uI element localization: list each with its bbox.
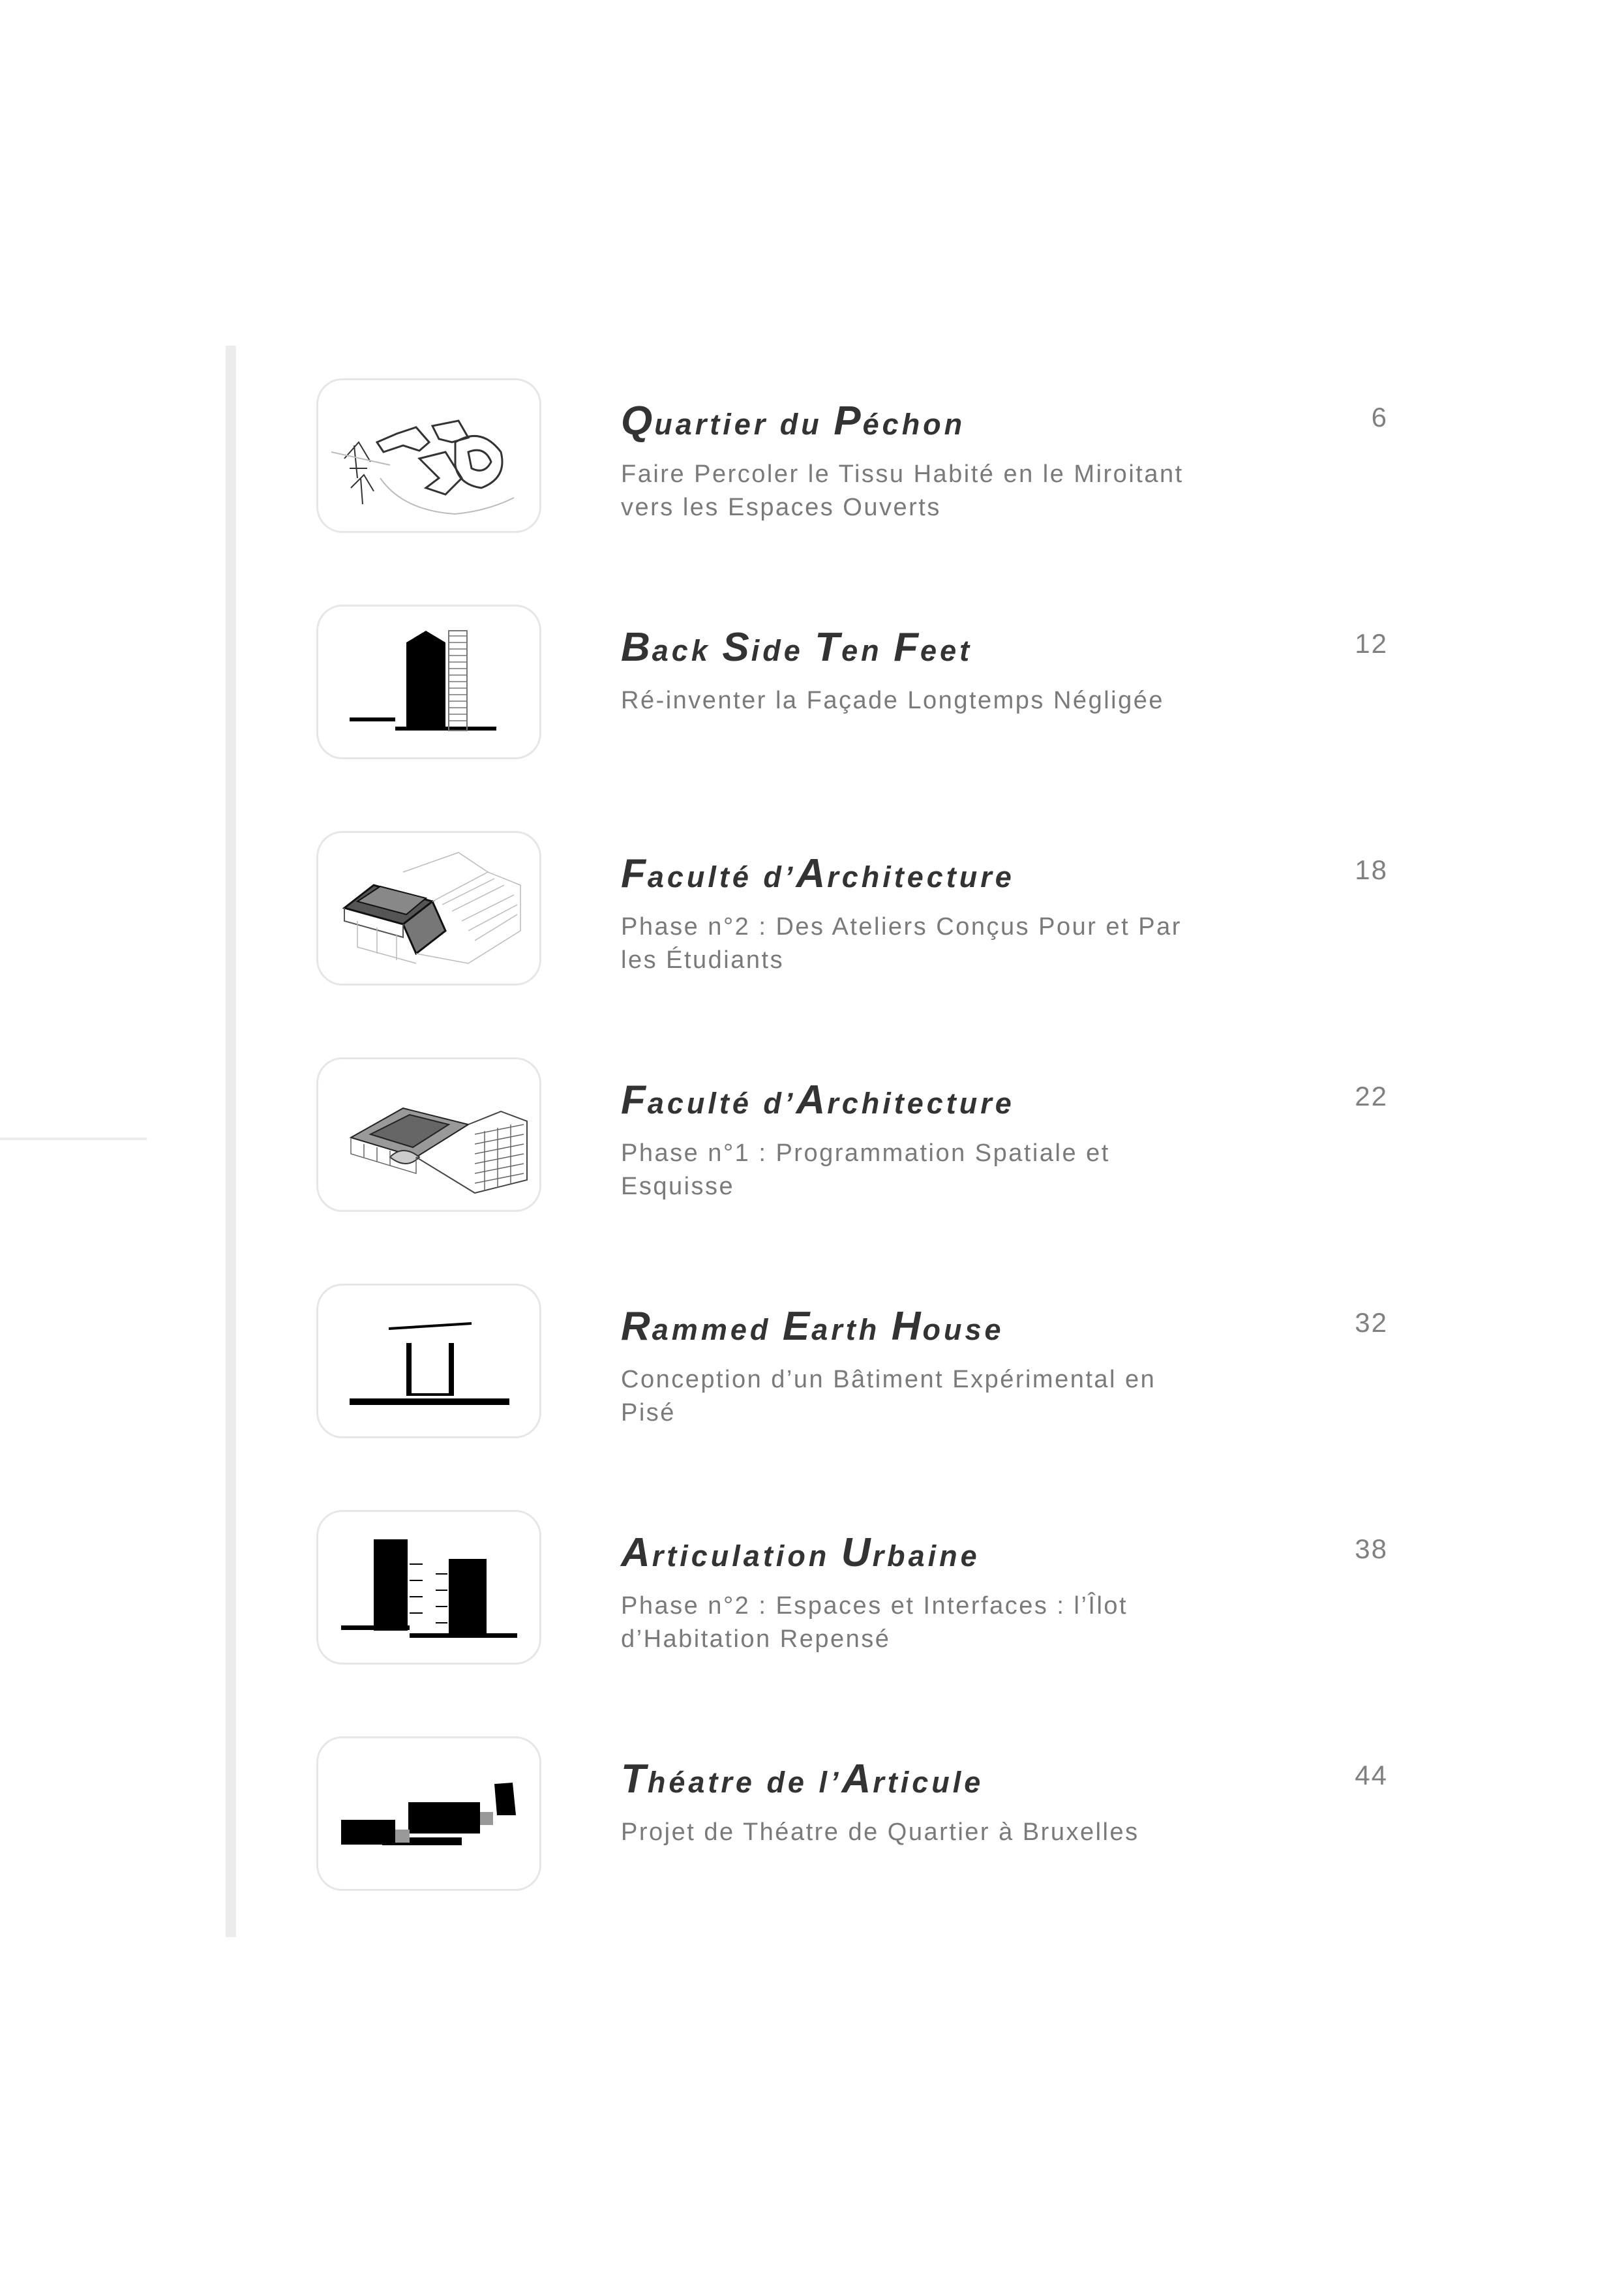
toc-entry[interactable] bbox=[0, 378, 1624, 541]
page-number: 32 bbox=[1355, 1307, 1388, 1338]
axonometric-thumbnail bbox=[316, 1057, 541, 1212]
entry-subtitle: Faire Percoler le Tissu Habité en le Miroitant vers les Espaces Ouverts bbox=[621, 460, 1184, 521]
axonometric-thumbnail bbox=[316, 831, 541, 986]
page-number: 22 bbox=[1355, 1081, 1388, 1111]
section-thumbnail bbox=[316, 1284, 541, 1438]
entry-title: Théatre de l’Articule bbox=[621, 1757, 984, 1802]
page-number: 18 bbox=[1355, 854, 1388, 885]
toc-entry[interactable] bbox=[0, 1510, 1624, 1673]
toc-entry[interactable] bbox=[0, 831, 1624, 994]
entry-subtitle: Projet de Théatre de Quartier à Bruxelles bbox=[621, 1819, 1139, 1846]
toc-entry[interactable] bbox=[0, 605, 1624, 768]
entry-subtitle: Ré-inventer la Façade Longtemps Négligée bbox=[621, 687, 1164, 714]
entry-subtitle: Conception d’un Bâtiment Expérimental en Pisé bbox=[621, 1366, 1156, 1426]
section-elevation-thumbnail bbox=[316, 605, 541, 759]
entry-subtitle: Phase n°1 : Programmation Spatiale et Esquisse bbox=[621, 1139, 1110, 1200]
page-number: 38 bbox=[1355, 1533, 1388, 1564]
toc-entry[interactable] bbox=[0, 1736, 1624, 1899]
entry-title: Rammed Earth House bbox=[621, 1304, 1004, 1349]
section-thumbnail bbox=[316, 1510, 541, 1665]
page-number: 44 bbox=[1355, 1760, 1388, 1790]
entry-title: Faculté d’Architecture bbox=[621, 851, 1015, 896]
site-plan-thumbnail bbox=[316, 378, 541, 533]
entry-title: Articulation Urbaine bbox=[621, 1530, 980, 1575]
page-number: 12 bbox=[1355, 628, 1388, 659]
entry-title: Quartier du Péchon bbox=[621, 399, 966, 444]
entry-subtitle: Phase n°2 : Des Ateliers Conçus Pour et Par les Étudiants bbox=[621, 913, 1182, 974]
entry-title: Back Side Ten Feet bbox=[621, 625, 973, 670]
entry-subtitle: Phase n°2 : Espaces et Interfaces : l’Îlot d’Habitation Repensé bbox=[621, 1592, 1128, 1653]
plan-thumbnail bbox=[316, 1736, 541, 1891]
toc-entry[interactable] bbox=[0, 1057, 1624, 1220]
toc-entry[interactable] bbox=[0, 1284, 1624, 1447]
entry-title: Faculté d’Architecture bbox=[621, 1078, 1015, 1123]
page-number: 6 bbox=[1371, 402, 1388, 432]
